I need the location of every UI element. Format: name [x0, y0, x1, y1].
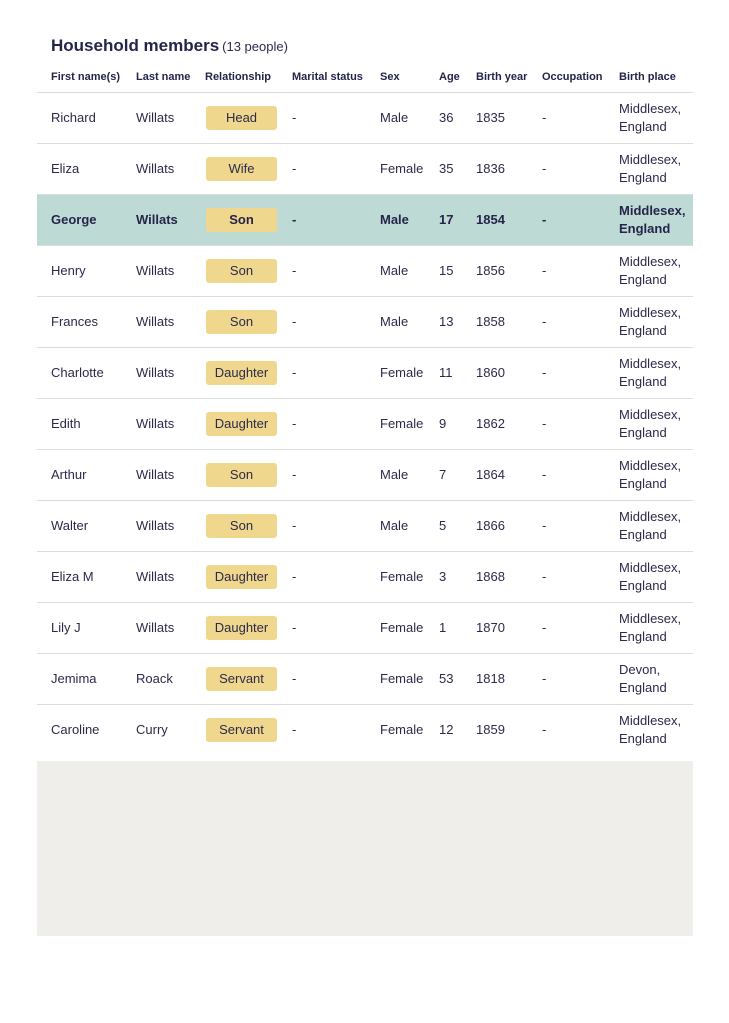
relationship-badge: Son [206, 514, 277, 538]
relationship-badge: Son [206, 463, 277, 487]
first-name-cell: Caroline [51, 722, 100, 737]
first-name-cell: Richard [51, 110, 96, 125]
relationship-badge: Daughter [206, 361, 277, 385]
first-name-cell: Edith [51, 416, 81, 431]
marital-status-cell: - [292, 518, 297, 533]
birth-place-country: England [619, 731, 667, 746]
table-header [37, 65, 693, 93]
section-title [51, 34, 288, 58]
occupation-cell: - [542, 212, 547, 227]
marital-status-cell: - [292, 467, 297, 482]
birth-year-cell: 1870 [476, 620, 505, 635]
marital-status-cell: - [292, 314, 297, 329]
occupation-cell: - [542, 365, 547, 380]
sex-cell: Male [380, 314, 409, 329]
marital-status-cell: - [292, 365, 297, 380]
birth-year-cell: 1864 [476, 467, 505, 482]
relationship-badge: Son [206, 310, 277, 334]
birth-place-region: Middlesex, [619, 407, 682, 422]
relationship-badge: Servant [206, 718, 277, 742]
column-header-marital-status: Marital status [292, 71, 363, 83]
relationship-badge: Daughter [206, 412, 277, 436]
occupation-cell: - [542, 314, 547, 329]
marital-status-cell: - [292, 569, 297, 584]
column-header-relationship: Relationship [205, 71, 272, 83]
sex-cell: Male [380, 212, 409, 227]
birth-place-country: England [619, 578, 667, 593]
birth-place-region: Middlesex, [619, 458, 682, 473]
table-row[interactable] [37, 603, 693, 654]
birth-place-region: Middlesex, [619, 509, 682, 524]
sex-cell: Female [380, 161, 424, 176]
birth-place-region: Devon, [619, 662, 661, 677]
relationship-badge: Daughter [206, 616, 277, 640]
birth-year-cell: 1860 [476, 365, 505, 380]
occupation-cell: - [542, 161, 547, 176]
sex-cell: Male [380, 518, 409, 533]
first-name-cell: George [51, 212, 97, 227]
table-row[interactable] [37, 297, 693, 348]
birth-place-cell [619, 297, 693, 347]
sex-cell: Female [380, 671, 424, 686]
relationship-badge: Son [206, 259, 277, 283]
first-name-cell: Eliza M [51, 569, 94, 584]
relationship-badge: Servant [206, 667, 277, 691]
age-cell: 13 [439, 314, 454, 329]
last-name-cell: Willats [136, 569, 175, 584]
birth-place-region: Middlesex, [619, 254, 682, 269]
section-title-text: Household members [51, 36, 220, 55]
age-cell: 11 [439, 365, 453, 380]
people-count: (13 people) [222, 39, 288, 54]
birth-place-region: Middlesex, [619, 713, 682, 728]
birth-place-cell [619, 144, 693, 194]
birth-place-country: England [619, 680, 667, 695]
last-name-cell: Willats [136, 518, 175, 533]
birth-place-cell [619, 450, 693, 500]
birth-place-region: Middlesex, [619, 203, 686, 218]
last-name-cell: Willats [136, 161, 175, 176]
household-table-body [37, 93, 693, 756]
occupation-cell: - [542, 110, 547, 125]
birth-year-cell: 1818 [476, 671, 505, 686]
birth-place-country: England [619, 221, 671, 236]
column-header-birth-year: Birth year [476, 71, 528, 83]
age-cell: 7 [439, 467, 447, 482]
birth-year-cell: 1858 [476, 314, 505, 329]
table-row[interactable] [37, 654, 693, 705]
last-name-cell: Willats [136, 263, 175, 278]
first-name-cell: Henry [51, 263, 86, 278]
birth-place-cell [619, 246, 693, 296]
birth-place-country: England [619, 527, 667, 542]
marital-status-cell: - [292, 671, 297, 686]
marital-status-cell: - [292, 110, 297, 125]
age-cell: 12 [439, 722, 454, 737]
last-name-cell: Willats [136, 212, 178, 227]
marital-status-cell: - [292, 620, 297, 635]
last-name-cell: Roack [136, 671, 173, 686]
birth-place-cell [619, 501, 693, 551]
birth-place-cell [619, 603, 693, 653]
age-cell: 15 [439, 263, 454, 278]
marital-status-cell: - [292, 722, 297, 737]
column-header-last-name: Last name [136, 71, 191, 83]
table-row[interactable] [37, 348, 693, 399]
occupation-cell: - [542, 722, 547, 737]
first-name-cell: Frances [51, 314, 98, 329]
birth-place-cell [619, 705, 693, 755]
sex-cell: Female [380, 569, 424, 584]
birth-place-country: England [619, 476, 667, 491]
sex-cell: Female [380, 416, 424, 431]
marital-status-cell: - [292, 212, 297, 227]
birth-year-cell: 1862 [476, 416, 505, 431]
column-header-birth-place: Birth place [619, 71, 676, 83]
birth-place-country: England [619, 119, 667, 134]
birth-place-cell [619, 399, 693, 449]
table-row[interactable] [37, 450, 693, 501]
sex-cell: Male [380, 263, 409, 278]
column-header-age: Age [439, 71, 460, 83]
last-name-cell: Willats [136, 110, 175, 125]
birth-place-country: England [619, 272, 667, 287]
birth-year-cell: 1854 [476, 212, 505, 227]
last-name-cell: Willats [136, 314, 175, 329]
column-header-occupation: Occupation [542, 71, 603, 83]
birth-place-cell [619, 195, 693, 245]
occupation-cell: - [542, 671, 547, 686]
birth-year-cell: 1859 [476, 722, 505, 737]
sex-cell: Male [380, 467, 409, 482]
first-name-cell: Eliza [51, 161, 80, 176]
birth-place-region: Middlesex, [619, 101, 682, 116]
age-cell: 53 [439, 671, 454, 686]
table-row[interactable] [37, 399, 693, 450]
relationship-badge: Daughter [206, 565, 277, 589]
last-name-cell: Curry [136, 722, 168, 737]
birth-place-cell [619, 654, 693, 704]
relationship-badge: Wife [206, 157, 277, 181]
last-name-cell: Willats [136, 620, 175, 635]
sex-cell: Male [380, 110, 409, 125]
occupation-cell: - [542, 569, 547, 584]
birth-year-cell: 1868 [476, 569, 505, 584]
occupation-cell: - [542, 416, 547, 431]
first-name-cell: Lily J [51, 620, 81, 635]
first-name-cell: Arthur [51, 467, 87, 482]
age-cell: 1 [439, 620, 447, 635]
column-header-sex: Sex [380, 71, 400, 83]
first-name-cell: Jemima [51, 671, 97, 686]
age-cell: 3 [439, 569, 447, 584]
birth-place-cell [619, 348, 693, 398]
age-cell: 36 [439, 110, 454, 125]
table-row[interactable] [37, 93, 693, 144]
sex-cell: Female [380, 722, 424, 737]
birth-place-cell [619, 93, 693, 143]
last-name-cell: Willats [136, 365, 175, 380]
first-name-cell: Walter [51, 518, 89, 533]
birth-year-cell: 1835 [476, 110, 505, 125]
table-row[interactable] [37, 195, 693, 246]
birth-place-region: Middlesex, [619, 152, 682, 167]
marital-status-cell: - [292, 416, 297, 431]
occupation-cell: - [542, 467, 547, 482]
household-members-card [37, 24, 693, 936]
birth-place-cell [619, 552, 693, 602]
age-cell: 17 [439, 212, 454, 227]
first-name-cell: Charlotte [51, 365, 104, 380]
table-row[interactable] [37, 144, 693, 195]
age-cell: 9 [439, 416, 447, 431]
birth-year-cell: 1866 [476, 518, 505, 533]
sex-cell: Female [380, 620, 424, 635]
table-row[interactable] [37, 501, 693, 552]
last-name-cell: Willats [136, 467, 175, 482]
sex-cell: Female [380, 365, 424, 380]
marital-status-cell: - [292, 161, 297, 176]
table-row[interactable] [37, 705, 693, 756]
birth-place-region: Middlesex, [619, 356, 682, 371]
table-row[interactable] [37, 552, 693, 603]
birth-place-region: Middlesex, [619, 560, 682, 575]
card-footer-area [37, 761, 693, 936]
age-cell: 35 [439, 161, 454, 176]
birth-place-country: England [619, 629, 667, 644]
birth-place-country: England [619, 323, 667, 338]
birth-place-country: England [619, 374, 667, 389]
relationship-badge: Head [206, 106, 277, 130]
age-cell: 5 [439, 518, 447, 533]
occupation-cell: - [542, 620, 547, 635]
occupation-cell: - [542, 518, 547, 533]
birth-place-region: Middlesex, [619, 305, 682, 320]
last-name-cell: Willats [136, 416, 175, 431]
birth-place-country: England [619, 170, 667, 185]
occupation-cell: - [542, 263, 547, 278]
table-row[interactable] [37, 246, 693, 297]
birth-place-region: Middlesex, [619, 611, 682, 626]
marital-status-cell: - [292, 263, 297, 278]
birth-place-country: England [619, 425, 667, 440]
birth-year-cell: 1836 [476, 161, 505, 176]
birth-year-cell: 1856 [476, 263, 505, 278]
column-header-first-name: First name(s) [51, 71, 121, 83]
relationship-badge: Son [206, 208, 277, 232]
